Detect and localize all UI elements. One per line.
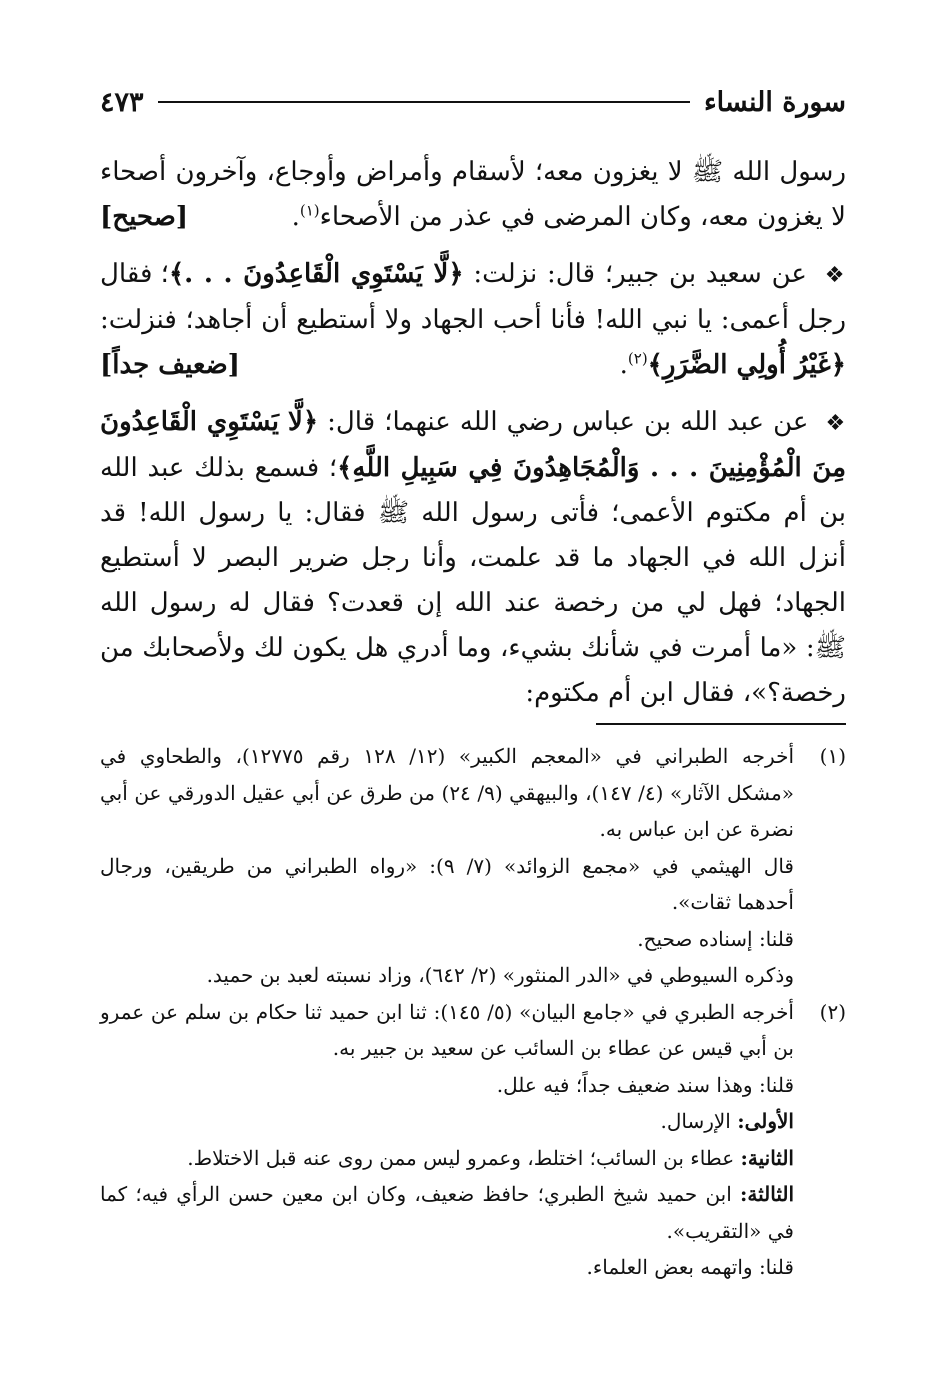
- main-text: [100, 150, 846, 728]
- footnote-ref[interactable]: (١): [299, 201, 320, 220]
- surah-title: سورة النساء: [703, 86, 846, 118]
- quran-quote: ﴿لَّا يَسْتَوِي الْقَاعِدُونَ . . .﴾: [168, 259, 464, 289]
- footnote-line: أخرجه الطبري في «جامع البيان» (٥/ ١٤٥): ثنا ابن حميد ثنا حكام بن سلم عن عمرو بن أبي قيس عن عطاء بن السائب عن سعيد بن جبير به.: [100, 999, 794, 1060]
- defect-text: عطاء بن السائب؛ اختلط، وعمرو ليس ممن روى عنه قبل الاختلاط.: [187, 1145, 741, 1170]
- footnote-1: [100, 738, 846, 994]
- punctuation: .: [291, 202, 300, 232]
- quran-quote: ﴿غَيْرُ أُولِي الضَّرَرِ﴾: [647, 350, 846, 380]
- footnote-line: قلنا: إسناده صحيح.: [637, 926, 794, 951]
- header-rule: [158, 101, 690, 103]
- footnote-body: [100, 994, 794, 1286]
- page-number: ٤٧٣: [100, 86, 144, 118]
- footnote-line: أخرجه الطبراني في «المعجم الكبير» (١٢/ ١٢٨ رقم ١٢٧٧٥)، والطحاوي في «مشكل الآثار» (٤/ ١٤٧)، والبيهقي (٩/ ٢٤) من طرق عن أبي عقيل الدورقي عن أبي نضرة عن ابن عباس به.: [100, 744, 795, 841]
- footnote-separator: [596, 723, 846, 725]
- footnote-ref[interactable]: (٢): [627, 349, 648, 368]
- footnote-defect: [100, 1103, 794, 1140]
- hadith-grade: [ضعيف جداً]: [100, 350, 240, 380]
- footnote-line: قلنا: وهذا سند ضعيف جداً؛ فيه علل.: [496, 1072, 794, 1097]
- defect-label: الثانية:: [740, 1145, 794, 1170]
- footnote-body: [100, 738, 794, 994]
- footnote-line: قلنا: واتهمه بعض العلماء.: [586, 1255, 794, 1279]
- footnote-number: (١): [819, 744, 846, 768]
- defect-text: الإرسال.: [660, 1109, 738, 1133]
- hadith-grade: [صحيح]: [100, 202, 189, 232]
- punctuation: .: [619, 350, 628, 380]
- footnote-line: قال الهيثمي في «مجمع الزوائد» (٧/ ٩): «رواه الطبراني من طريقين، ورجال أحدهما ثقات».: [100, 853, 794, 914]
- paragraph-text: عن سعيد بن جبير؛ قال: نزلت:: [473, 259, 807, 289]
- paragraph-text: رسول الله ﷺ لا يغزون معه؛ لأسقام وأمراض وأوجاع، وآخرون أصحاء لا يغزون معه، وكان المرضى في عذر من الأصحاء: [100, 157, 846, 232]
- paragraph-1: [100, 150, 846, 240]
- paragraph-3: [100, 400, 846, 716]
- paragraph-text: عن عبد الله بن عباس رضي الله عنهما؛ قال:: [327, 407, 809, 437]
- star-ornament-icon: ❖: [824, 263, 847, 288]
- paragraph-text: ؛ فسمع بذلك عبد الله بن أم مكتوم الأعمى؛ فأتى رسول الله ﷺ فقال: يا رسول الله! قد أنزل الله في الجهاد ما قد علمت، وأنا رجل ضرير البصر لا أستطيع الجهاد؛ فهل لي من رخصة عند الله إن قعدت؟ فقال له رسول الله ﷺ: «ما أمرت في شأنك بشيء، وما أدري هل يكون لك ولأصحابك من رخصة؟»، فقال ابن أم مكتوم:: [100, 453, 846, 708]
- quran-quote: ﴿لَّا يَسْتَوِي الْقَاعِدُونَ مِنَ الْمُؤْمِنِينَ . . . وَالْمُجَاهِدُونَ فِي سَبِيلِ اللَّهِ﴾: [100, 407, 846, 483]
- footnote-line: وذكره السيوطي في «الدر المنثور» (٢/ ٦٤٢)، وزاد نسبته لعبد بن حميد.: [206, 963, 794, 987]
- running-header: [100, 82, 846, 122]
- footnotes: [100, 738, 846, 1286]
- footnote-number: (٢): [819, 999, 846, 1024]
- star-ornament-icon: ❖: [825, 411, 846, 436]
- defect-label: الأولى:: [737, 1109, 794, 1133]
- paragraph-2: [100, 252, 846, 388]
- footnote-defect: [100, 1176, 794, 1249]
- footnote-2: [100, 994, 846, 1286]
- defect-text: ابن حميد شيخ الطبري؛ حافظ ضعيف، وكان ابن معين حسن الرأي فيه؛ كما في «التقريب».: [100, 1182, 794, 1243]
- defect-label: الثالثة:: [739, 1182, 794, 1206]
- footnote-defect: [100, 1140, 794, 1177]
- paragraph-text: ؛ فقال رجل أعمى: يا نبي الله! فأنا أحب الجهاد ولا أستطيع أن أجاهد؛ فنزلت:: [100, 259, 846, 335]
